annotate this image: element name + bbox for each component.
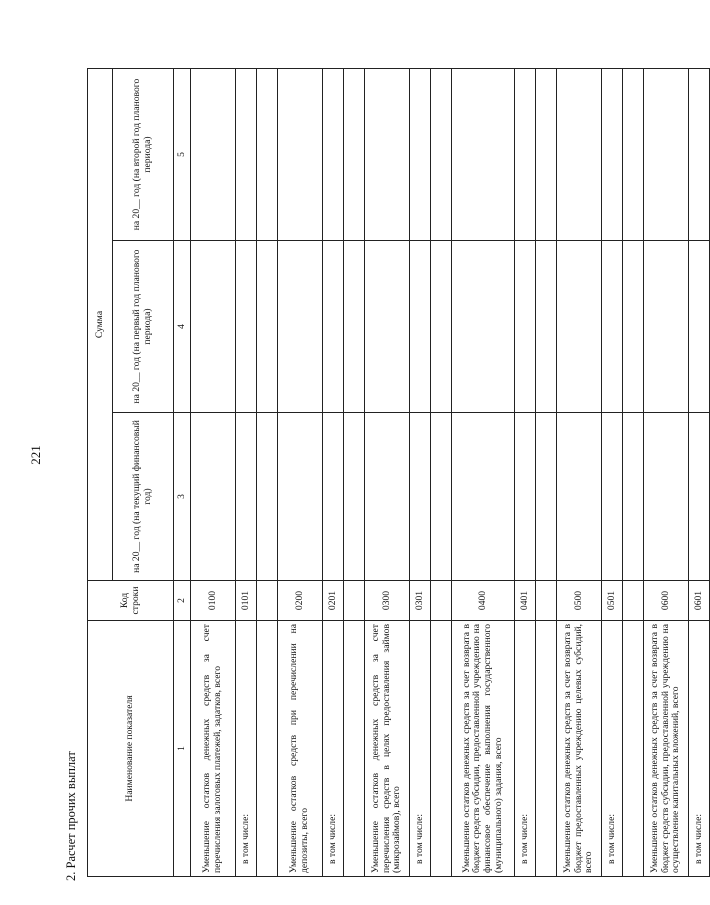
amount-current-year-cell — [323, 413, 344, 581]
amount-first-plan-year-cell — [344, 241, 365, 413]
amount-current-year-cell — [278, 413, 323, 581]
amount-current-year-cell — [689, 413, 710, 581]
amount-current-year-cell — [257, 413, 278, 581]
column-number-row — [174, 69, 191, 877]
indicator-name-cell: Уменьшение остатков средств при перечислении на депозиты, всего — [278, 621, 323, 877]
indicator-name-cell: в том числе: — [689, 621, 710, 877]
table-row — [515, 69, 536, 877]
indicator-name-cell — [431, 621, 452, 877]
amount-first-plan-year-cell — [452, 241, 515, 413]
amount-first-plan-year-cell — [557, 241, 602, 413]
other-payments-table — [87, 68, 710, 877]
row-code-cell: 0100 — [191, 581, 236, 621]
amount-current-year-cell — [344, 413, 365, 581]
column-number: 1 — [174, 621, 191, 877]
table-row — [278, 69, 323, 877]
indicator-name-cell — [344, 621, 365, 877]
amount-current-year-cell — [452, 413, 515, 581]
table-row — [257, 69, 278, 877]
amount-first-plan-year-cell — [365, 241, 410, 413]
indicator-name-cell — [257, 621, 278, 877]
table-row — [623, 69, 644, 877]
amount-current-year-cell — [191, 413, 236, 581]
row-code-cell: 0301 — [410, 581, 431, 621]
table-row — [452, 69, 515, 877]
row-code-cell: 0600 — [644, 581, 689, 621]
table-row — [410, 69, 431, 877]
amount-first-plan-year-cell — [689, 241, 710, 413]
column-number: 4 — [174, 241, 191, 413]
header-code: Код строки — [88, 581, 174, 621]
indicator-name-cell: в том числе: — [515, 621, 536, 877]
table-row — [557, 69, 602, 877]
header-year-first-plan: на 20__ год (на первый год планового периода) — [113, 241, 174, 413]
table-row — [191, 69, 236, 877]
header-year-second-plan: на 20__ год (на второй год планового периода) — [113, 69, 174, 241]
row-code-cell — [257, 581, 278, 621]
row-code-cell — [536, 581, 557, 621]
indicator-name-cell: в том числе: — [410, 621, 431, 877]
amount-first-plan-year-cell — [323, 241, 344, 413]
page-number: 221 — [28, 445, 43, 465]
amount-current-year-cell — [365, 413, 410, 581]
amount-second-plan-year-cell — [452, 69, 515, 241]
header-name: Наименование показателя — [88, 621, 174, 877]
amount-second-plan-year-cell — [191, 69, 236, 241]
amount-current-year-cell — [602, 413, 623, 581]
amount-second-plan-year-cell — [557, 69, 602, 241]
amount-second-plan-year-cell — [323, 69, 344, 241]
table-row — [365, 69, 410, 877]
amount-current-year-cell — [236, 413, 257, 581]
amount-first-plan-year-cell — [602, 241, 623, 413]
indicator-name-cell: Уменьшение остатков денежных средств за счет возврата в бюджет средств субсидии, предоставленной учреждению на осуществление капитальных вложений, всего — [644, 621, 689, 877]
header-row-top — [88, 69, 113, 877]
header-year-current: на 20__ год (на текущий финансовый год) — [113, 413, 174, 581]
amount-second-plan-year-cell — [644, 69, 689, 241]
amount-second-plan-year-cell — [344, 69, 365, 241]
column-number: 5 — [174, 69, 191, 241]
amount-current-year-cell — [431, 413, 452, 581]
amount-current-year-cell — [644, 413, 689, 581]
column-number: 2 — [174, 581, 191, 621]
amount-first-plan-year-cell — [536, 241, 557, 413]
amount-first-plan-year-cell — [278, 241, 323, 413]
table-row — [344, 69, 365, 877]
table-row — [644, 69, 689, 877]
amount-second-plan-year-cell — [515, 69, 536, 241]
table-row — [431, 69, 452, 877]
amount-second-plan-year-cell — [410, 69, 431, 241]
amount-first-plan-year-cell — [410, 241, 431, 413]
amount-second-plan-year-cell — [365, 69, 410, 241]
amount-second-plan-year-cell — [257, 69, 278, 241]
indicator-name-cell: в том числе: — [236, 621, 257, 877]
indicator-name-cell: Уменьшение остатков денежных средств за счет возврата в бюджет средств субсидии, предоставленной учреждению на финансовое обеспечение выполнения государственного (муниципального) задания, всего — [452, 621, 515, 877]
amount-first-plan-year-cell — [236, 241, 257, 413]
amount-current-year-cell — [557, 413, 602, 581]
indicator-name-cell — [536, 621, 557, 877]
indicator-name-cell — [623, 621, 644, 877]
amount-second-plan-year-cell — [278, 69, 323, 241]
amount-first-plan-year-cell — [191, 241, 236, 413]
table-row — [602, 69, 623, 877]
amount-first-plan-year-cell — [257, 241, 278, 413]
row-code-cell — [344, 581, 365, 621]
row-code-cell — [431, 581, 452, 621]
header-sum: Сумма — [88, 69, 113, 581]
row-code-cell: 0601 — [689, 581, 710, 621]
section-title: 2. Расчет прочих выплат — [64, 751, 78, 881]
amount-second-plan-year-cell — [431, 69, 452, 241]
row-code-cell — [623, 581, 644, 621]
row-code-cell: 0300 — [365, 581, 410, 621]
table-row — [236, 69, 257, 877]
row-code-cell: 0200 — [278, 581, 323, 621]
row-code-cell: 0401 — [515, 581, 536, 621]
column-number: 3 — [174, 413, 191, 581]
indicator-name-cell: Уменьшение остатков денежных средств за счет перечисления залоговых платежей, задатков, всего — [191, 621, 236, 877]
amount-second-plan-year-cell — [689, 69, 710, 241]
indicator-name-cell: в том числе: — [323, 621, 344, 877]
amount-second-plan-year-cell — [623, 69, 644, 241]
indicator-name-cell: Уменьшение остатков денежных средств за счет возврата в бюджет предоставленных учреждению целевых субсидий, всего — [557, 621, 602, 877]
amount-second-plan-year-cell — [536, 69, 557, 241]
row-code-cell: 0501 — [602, 581, 623, 621]
table-row — [536, 69, 557, 877]
amount-first-plan-year-cell — [431, 241, 452, 413]
row-code-cell: 0500 — [557, 581, 602, 621]
amount-first-plan-year-cell — [623, 241, 644, 413]
amount-first-plan-year-cell — [515, 241, 536, 413]
amount-second-plan-year-cell — [236, 69, 257, 241]
table-row — [689, 69, 710, 877]
indicator-name-cell: в том числе: — [602, 621, 623, 877]
amount-current-year-cell — [410, 413, 431, 581]
amount-current-year-cell — [515, 413, 536, 581]
row-code-cell: 0101 — [236, 581, 257, 621]
amount-first-plan-year-cell — [644, 241, 689, 413]
table-row — [323, 69, 344, 877]
row-code-cell: 0400 — [452, 581, 515, 621]
row-code-cell: 0201 — [323, 581, 344, 621]
amount-second-plan-year-cell — [602, 69, 623, 241]
amount-current-year-cell — [536, 413, 557, 581]
indicator-name-cell: Уменьшение остатков денежных средств за счет перечисления средств в целях предоставления займов (микрозаймов), всего — [365, 621, 410, 877]
amount-current-year-cell — [623, 413, 644, 581]
